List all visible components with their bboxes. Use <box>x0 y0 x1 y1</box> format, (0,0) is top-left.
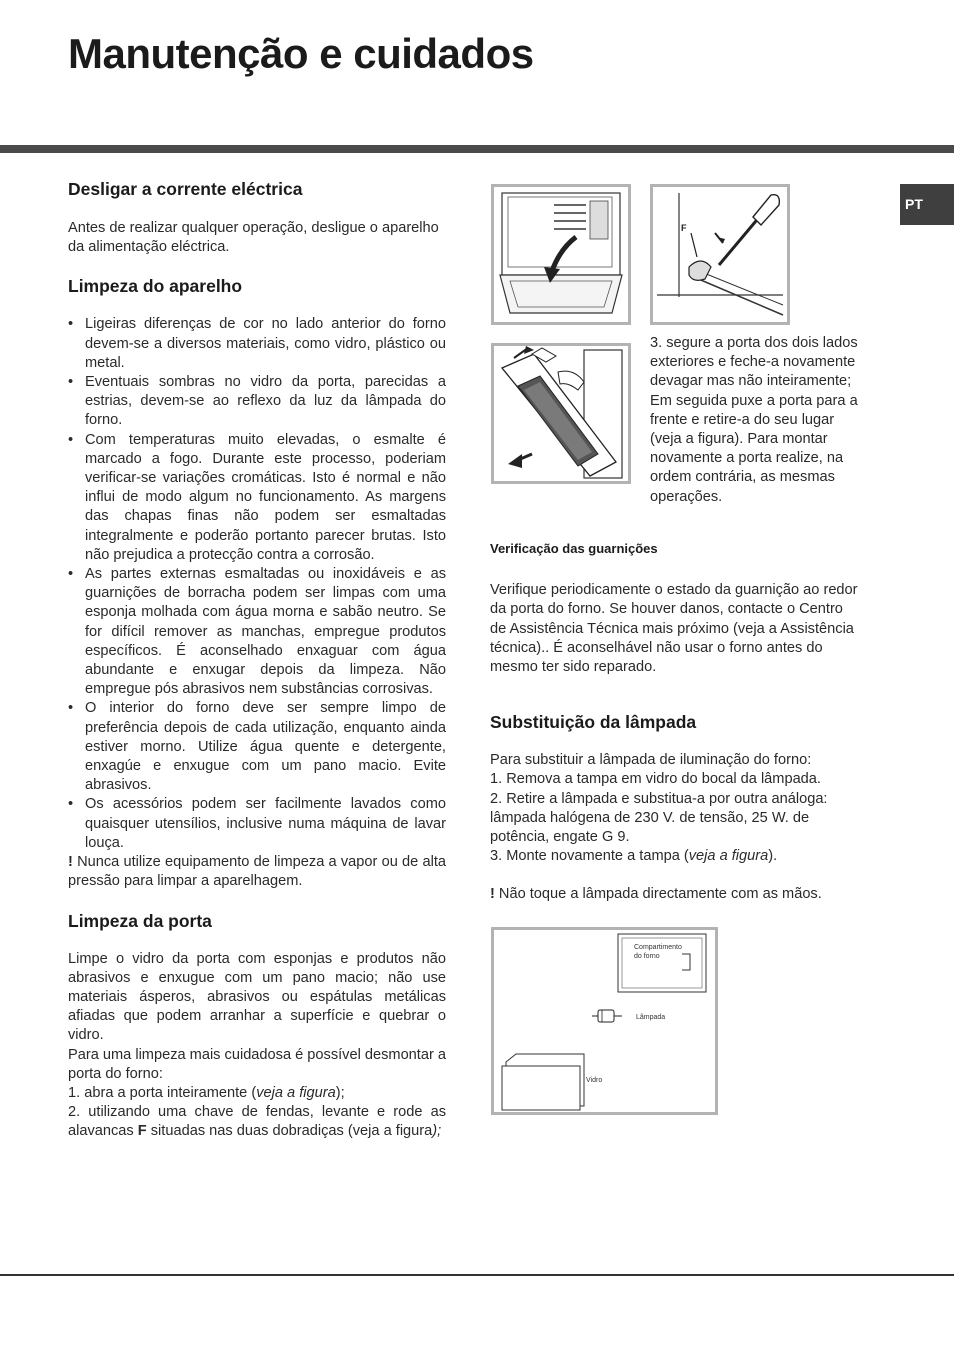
door-paragraph-2: Para uma limpeza mais cuidadosa é possível desmontar a porta do forno: <box>68 1046 447 1082</box>
lamp-intro: Para substituir a lâmpada de iluminação do forno: <box>490 752 812 769</box>
list-item: • As partes externas esmaltadas ou inoxidáveis e as guarnições de borracha podem ser limpas com uma esponja molhada com água morna e sabão neutro. Se for difícil remover as manchas, empregue produtos específicos. É aconselhado enxaguar com água abundante e enxugar depois da limpeza. Não empregue pós abrasivos nem substâncias corrosivas. <box>68 565 446 699</box>
lamp-step-1: 1. Remova a tampa em vidro do bocal da lâmpada. <box>490 771 821 788</box>
hinge-illustration <box>653 187 787 322</box>
footer-divider <box>0 1274 954 1276</box>
lamp-warning <box>490 885 862 904</box>
cleaning-heading: Limpeza do aparelho <box>68 276 243 297</box>
door-heading: Limpeza da porta <box>68 910 212 931</box>
cleaning-list <box>68 315 446 853</box>
warning-mark: ! <box>68 854 73 871</box>
gaskets-heading: Verificação das guarnições <box>490 541 658 556</box>
step-text: situadas nas duas dobradiças (veja a figura <box>146 1123 433 1140</box>
step-text: 1. abra a porta inteiramente ( <box>68 1084 257 1101</box>
door-step-1 <box>68 1084 446 1103</box>
door-step-3 <box>650 334 862 507</box>
page-title: Manutenção e cuidados <box>68 30 534 77</box>
language-tab: PT <box>900 184 954 225</box>
power-text: Antes de realizar qualquer operação, desligue o aparelho da alimentação eléctrica. <box>68 220 439 256</box>
list-item: • Os acessórios podem ser facilmente lavados como quaisquer utensílios, inclusive numa máquina de lavar louça. <box>68 795 446 853</box>
warning-text: Nunca utilize equipamento de limpeza a vapor ou de alta pressão para limpar a aparelhagem. <box>68 854 446 890</box>
door-removal-figure <box>491 343 631 484</box>
step-emphasis: ); <box>432 1123 442 1140</box>
compartment-label-line-2: do forno <box>634 953 660 960</box>
lamp-illustration <box>494 930 715 1112</box>
step-text: 3. Monte novamente a tampa ( <box>490 848 689 865</box>
left-column <box>68 178 446 1142</box>
lever-letter: F <box>137 1123 147 1140</box>
step-text: ). <box>768 848 778 865</box>
lamp-step-2: 2. Retire a lâmpada e substitua-a por outra análoga: lâmpada halógena de 230 V. de tensão, 25 W. de potência, engate G 9. <box>490 790 828 846</box>
lamp-figure <box>491 927 718 1115</box>
glass-label: Vidro <box>586 1077 603 1084</box>
list-item: • Eventuais sombras no vidro da porta, parecidas a estrias, devem-se ao reflexo da luz da lâmpada do forno. <box>68 373 446 431</box>
cleaning-warning <box>68 853 446 891</box>
warning-mark: ! <box>490 886 495 903</box>
list-item: • Ligeiras diferenças de cor no lado anterior do forno devem-se a diversos materiais, como vidro, plástico ou metal. <box>68 315 446 373</box>
list-item: • Com temperaturas muito elevadas, o esmalte é marcado a fogo. Durante este processo, poderiam verificar-se variações cromáticas. Isto é normal e não influi de modo algum no funcionamento. As margens das chapas finas não podem ser esmaltadas integralmente e poderão portanto parecer brutas. Isto não prejudica a protecção contra a corrosão. <box>68 431 446 565</box>
lamp-step-3 <box>490 847 862 866</box>
compartment-label-line-1: Compartimento <box>634 944 682 951</box>
door-open-illustration <box>494 187 628 322</box>
warning-text: Não toque a lâmpada directamente com as mãos. <box>494 886 822 903</box>
header-divider <box>0 145 954 153</box>
lamp-label: Lâmpada <box>636 1014 666 1021</box>
door-open-figure <box>491 184 631 325</box>
door-step-2 <box>68 1103 446 1141</box>
gaskets-text: Verifique periodicamente o estado da guarnição ao redor da porta do forno. Se houver danos, contacte o Centro de Assistência Técnica mais próximo (veja a Assistência técnica).. É aconselhável não usar o forno antes do mesmo ter sido reparado. <box>490 582 858 676</box>
door-removal-illustration <box>494 346 628 481</box>
step-emphasis: veja a figura <box>688 848 769 865</box>
right-column <box>490 539 862 905</box>
step-text: 2. utilizando uma chave de fendas, levante e rode as alavancas <box>68 1104 446 1140</box>
lamp-heading: Substituição da lâmpada <box>490 712 697 733</box>
hinge-figure <box>650 184 790 325</box>
door-paragraph-1: Limpe o vidro da porta com esponjas e produtos não abrasivos e enxugue com um pano macio; não use materiais ásperos, abrasivos ou espátulas metálicas afiadas que podem arranhar a superfície e quebrar o vidro. <box>68 950 446 1044</box>
hinge-lever-label: F <box>681 223 687 233</box>
step-text: ); <box>335 1084 345 1101</box>
list-item: • O interior do forno deve ser sempre limpo de preferência depois de cada utilização, enquanto ainda estiver morno. Utilize água quente e detergente, enxagúe e enxugue com um pano macio. Evite abrasivos. <box>68 699 446 795</box>
step-emphasis: veja a figura <box>256 1084 336 1101</box>
step-3-text: 3. segure a porta dos dois lados exteriores e feche-a novamente devagar mas não inteiramente; Em seguida puxe a porta para a frente e retire-a do seu lugar (veja a figura). Para montar novamente a porta realize, na ordem contrária, as mesmas operações. <box>650 335 858 505</box>
power-heading: Desligar a corrente eléctrica <box>68 179 303 199</box>
